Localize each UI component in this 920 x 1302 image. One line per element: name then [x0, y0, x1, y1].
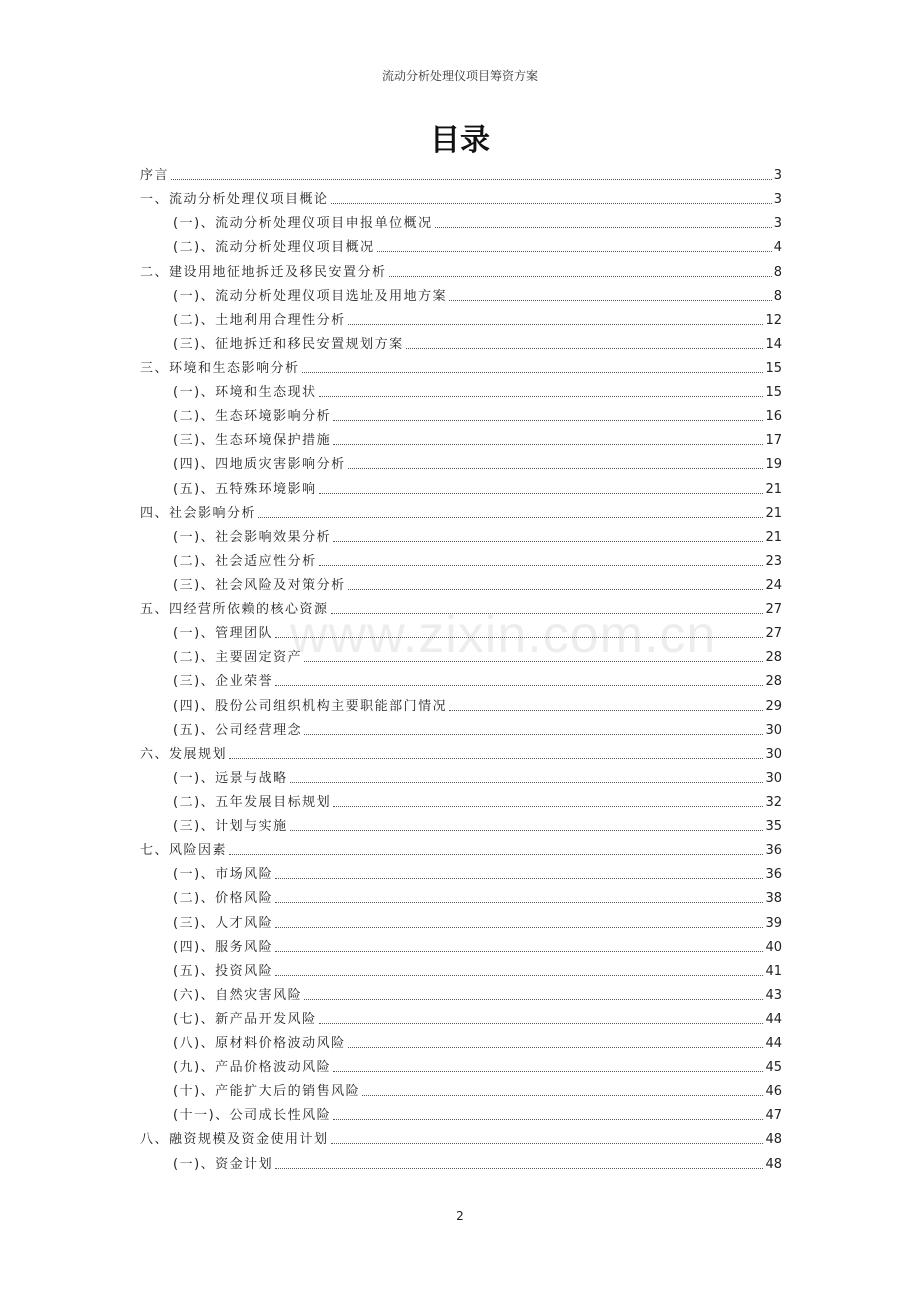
toc-entry-title: (一)、流动分析处理仪项目选址及用地方案: [173, 288, 448, 304]
dot-leader: [290, 830, 764, 831]
toc-entry-title: (三)、计划与实施: [173, 819, 288, 835]
toc-entry[interactable]: [140, 184, 782, 208]
toc-entry-title: (三)、企业荣誉: [173, 674, 274, 690]
toc-entry-page: 15: [765, 360, 782, 376]
dot-leader: [333, 541, 763, 542]
toc-entry[interactable]: [140, 739, 782, 763]
dot-leader: [304, 734, 763, 735]
toc-entry-title: 六、发展规划: [140, 746, 228, 762]
dot-leader: [362, 1095, 763, 1096]
toc-entry-page: 17: [765, 433, 782, 449]
toc-entry-title: (三)、社会风险及对策分析: [173, 577, 346, 593]
toc-entry-title: (一)、环境和生态现状: [173, 385, 317, 401]
dot-leader: [348, 589, 764, 590]
toc-entry-page: 36: [765, 867, 782, 883]
toc-entry-page: 44: [765, 1011, 782, 1027]
toc-entry[interactable]: [140, 1148, 782, 1172]
toc-entry-title: (五)、投资风险: [173, 963, 274, 979]
toc-entry[interactable]: [140, 932, 782, 956]
toc-entry-page: 38: [765, 891, 782, 907]
dot-leader: [435, 227, 772, 228]
toc-entry[interactable]: [140, 811, 782, 835]
toc-entry-title: (八)、原材料价格波动风险: [173, 1036, 346, 1052]
toc-entry-title: 四、社会影响分析: [140, 505, 257, 521]
toc-entry-page: 45: [765, 1060, 782, 1076]
toc-entry-page: 28: [765, 674, 782, 690]
toc-entry[interactable]: [140, 1100, 782, 1124]
toc-entry-page: 14: [765, 336, 782, 352]
toc-entry-page: 21: [765, 505, 782, 521]
dot-leader: [275, 878, 763, 879]
toc-entry-page: 8: [773, 288, 782, 304]
toc-entry-page: 40: [765, 939, 782, 955]
toc-entry-title: (四)、四地质灾害影响分析: [173, 457, 346, 473]
toc-entry[interactable]: [140, 546, 782, 570]
dot-leader: [304, 999, 763, 1000]
toc-entry-page: 48: [765, 1156, 782, 1172]
page-header: 流动分析处理仪项目筹资方案: [381, 69, 538, 83]
toc-entry-title: (一)、管理团队: [173, 626, 274, 642]
toc-entry[interactable]: [140, 1124, 782, 1148]
dot-leader: [348, 1047, 764, 1048]
toc-entry-page: 8: [773, 264, 782, 280]
dot-leader: [449, 300, 772, 301]
toc-entry-title: (一)、社会影响效果分析: [173, 529, 332, 545]
toc-entry-page: 24: [765, 577, 782, 593]
toc-entry-title: (十一)、公司成长性风险: [173, 1108, 332, 1124]
toc-entry-page: 30: [765, 770, 782, 786]
dot-leader: [449, 710, 763, 711]
toc-entry-page: 29: [765, 698, 782, 714]
dot-leader: [275, 975, 763, 976]
dot-leader: [406, 348, 764, 349]
toc-entry[interactable]: [140, 208, 782, 232]
toc-entry[interactable]: [140, 907, 782, 931]
toc-entry-title: (二)、五年发展目标规划: [173, 794, 332, 810]
toc-entry-title: (五)、公司经营理念: [173, 722, 303, 738]
toc-entry[interactable]: [140, 522, 782, 546]
dot-leader: [258, 517, 763, 518]
toc-entry-page: 21: [765, 529, 782, 545]
toc-entry-page: 23: [765, 553, 782, 569]
toc-entry[interactable]: [140, 281, 782, 305]
toc-entry-title: 七、风险因素: [140, 843, 228, 859]
toc-entry-title: 八、融资规模及资金使用计划: [140, 1132, 329, 1148]
dot-leader: [302, 372, 764, 373]
toc-entry-page: 39: [765, 915, 782, 931]
toc-entry-title: (六)、自然灾害风险: [173, 987, 303, 1003]
toc-entry[interactable]: [140, 329, 782, 353]
table-of-contents: [140, 160, 782, 1173]
toc-entry-page: 35: [765, 819, 782, 835]
toc-entry-title: 三、环境和生态影响分析: [140, 360, 300, 376]
toc-entry[interactable]: [140, 1004, 782, 1028]
toc-entry-title: (二)、流动分析处理仪项目概况: [173, 240, 375, 256]
toc-entry-page: 3: [773, 216, 782, 232]
toc-entry[interactable]: [140, 305, 782, 329]
toc-entry-page: 43: [765, 987, 782, 1003]
toc-entry-title: (四)、服务风险: [173, 939, 274, 955]
toc-entry-title: 一、流动分析处理仪项目概论: [140, 192, 329, 208]
toc-entry[interactable]: [140, 570, 782, 594]
toc-entry[interactable]: [140, 956, 782, 980]
toc-entry-title: 序言: [140, 168, 170, 184]
toc-entry[interactable]: [140, 763, 782, 787]
toc-entry-title: (四)、股份公司组织机构主要职能部门情况: [173, 698, 448, 714]
toc-entry[interactable]: [140, 377, 782, 401]
toc-entry[interactable]: [140, 859, 782, 883]
toc-entry[interactable]: [140, 425, 782, 449]
dot-leader: [171, 179, 772, 180]
toc-entry[interactable]: [140, 835, 782, 859]
toc-entry-title: (二)、生态环境影响分析: [173, 409, 332, 425]
toc-entry-title: (十)、产能扩大后的销售风险: [173, 1084, 361, 1100]
toc-entry-title: (二)、主要固定资产: [173, 650, 303, 666]
dot-leader: [275, 951, 763, 952]
dot-leader: [377, 251, 772, 252]
toc-entry-page: 32: [765, 794, 782, 810]
toc-entry[interactable]: [140, 980, 782, 1004]
toc-entry-title: (二)、社会适应性分析: [173, 553, 317, 569]
toc-entry-page: 12: [765, 312, 782, 328]
dot-leader: [319, 493, 764, 494]
toc-entry[interactable]: [140, 715, 782, 739]
toc-entry-page: 47: [765, 1108, 782, 1124]
toc-entry[interactable]: [140, 353, 782, 377]
toc-entry-title: (二)、土地利用合理性分析: [173, 312, 346, 328]
toc-entry-page: 36: [765, 843, 782, 859]
dot-leader: [333, 444, 763, 445]
toc-entry-page: 46: [765, 1084, 782, 1100]
dot-leader: [348, 324, 764, 325]
toc-entry-title: 五、四经营所依赖的核心资源: [140, 602, 329, 618]
dot-leader: [389, 276, 772, 277]
toc-entry-page: 30: [765, 722, 782, 738]
toc-entry[interactable]: [140, 498, 782, 522]
dot-leader: [331, 203, 772, 204]
toc-entry-title: (一)、远景与战略: [173, 770, 288, 786]
toc-entry-title: (三)、生态环境保护措施: [173, 433, 332, 449]
toc-entry-page: 27: [765, 626, 782, 642]
toc-entry-page: 16: [765, 409, 782, 425]
toc-entry[interactable]: [140, 787, 782, 811]
dot-leader: [333, 420, 763, 421]
toc-entry-page: 3: [773, 192, 782, 208]
dot-leader: [229, 758, 763, 759]
toc-entry-page: 30: [765, 746, 782, 762]
toc-entry[interactable]: [140, 160, 782, 184]
toc-entry-page: 3: [773, 168, 782, 184]
toc-entry[interactable]: [140, 232, 782, 256]
dot-leader: [331, 1143, 764, 1144]
toc-entry[interactable]: [140, 449, 782, 473]
toc-entry[interactable]: [140, 1076, 782, 1100]
dot-leader: [319, 396, 764, 397]
toc-entry-page: 27: [765, 602, 782, 618]
dot-leader: [319, 565, 764, 566]
toc-entry-title: (三)、征地拆迁和移民安置规划方案: [173, 336, 404, 352]
dot-leader: [319, 1023, 764, 1024]
toc-entry-page: 48: [765, 1132, 782, 1148]
toc-entry-page: 21: [765, 481, 782, 497]
toc-entry-page: 15: [765, 385, 782, 401]
toc-title: 目录: [430, 123, 490, 158]
toc-entry-title: (一)、市场风险: [173, 867, 274, 883]
toc-entry[interactable]: [140, 883, 782, 907]
toc-entry[interactable]: [140, 256, 782, 280]
dot-leader: [275, 927, 763, 928]
dot-leader: [290, 782, 764, 783]
dot-leader: [275, 685, 763, 686]
dot-leader: [275, 902, 763, 903]
toc-entry[interactable]: [140, 473, 782, 497]
toc-entry-title: (二)、价格风险: [173, 891, 274, 907]
toc-entry-title: (一)、流动分析处理仪项目申报单位概况: [173, 216, 433, 232]
toc-entry[interactable]: [140, 1052, 782, 1076]
toc-entry[interactable]: [140, 1028, 782, 1052]
dot-leader: [333, 1119, 763, 1120]
watermark: www.zixin.com.cn: [290, 606, 717, 664]
dot-leader: [229, 854, 763, 855]
dot-leader: [348, 468, 764, 469]
toc-entry-title: (三)、人才风险: [173, 915, 274, 931]
toc-entry[interactable]: [140, 401, 782, 425]
dot-leader: [333, 806, 763, 807]
toc-entry-page: 44: [765, 1036, 782, 1052]
toc-entry[interactable]: [140, 666, 782, 690]
toc-entry-page: 4: [773, 240, 782, 256]
dot-leader: [275, 1168, 763, 1169]
toc-entry-page: 28: [765, 650, 782, 666]
toc-entry-title: (七)、新产品开发风险: [173, 1011, 317, 1027]
toc-entry-page: 19: [765, 457, 782, 473]
dot-leader: [333, 1071, 763, 1072]
toc-entry-title: (一)、资金计划: [173, 1156, 274, 1172]
toc-entry-page: 41: [765, 963, 782, 979]
toc-entry[interactable]: [140, 690, 782, 714]
toc-entry-title: (五)、五特殊环境影响: [173, 481, 317, 497]
toc-entry-title: (九)、产品价格波动风险: [173, 1060, 332, 1076]
toc-entry-title: 二、建设用地征地拆迁及移民安置分析: [140, 264, 387, 280]
page-number: 2: [456, 1209, 464, 1223]
